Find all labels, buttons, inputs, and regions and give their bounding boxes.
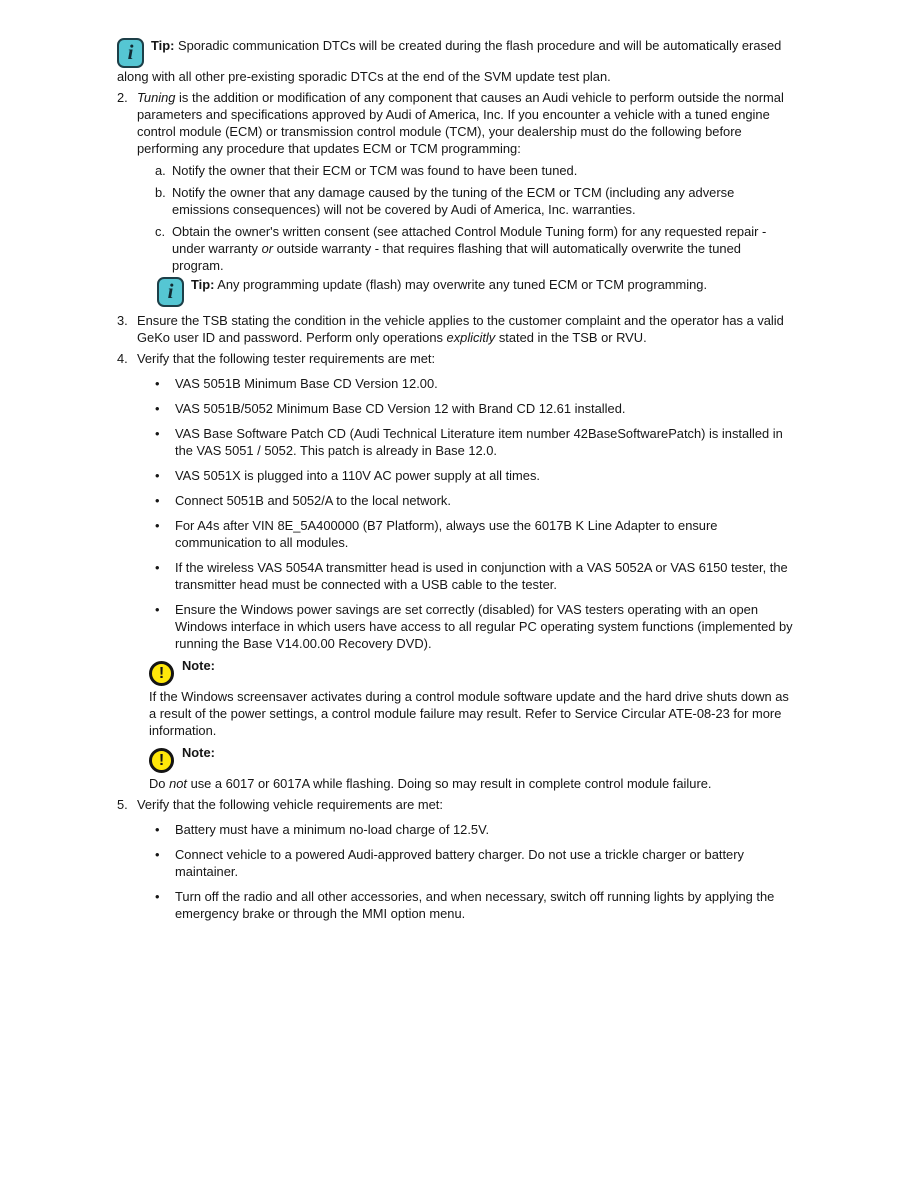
bullet-item	[155, 517, 793, 551]
sub-item-letter: b.	[155, 185, 166, 200]
note-label: Note:	[182, 745, 215, 760]
bullet-text: For A4s after VIN 8E_5A400000 (B7 Platform), always use the 6017B K Line Adapter to ensure communication to all modules.	[175, 518, 718, 550]
bullet-marker: •	[155, 518, 160, 533]
item-text	[137, 312, 793, 346]
note-heading	[149, 657, 793, 686]
bullet-marker: •	[155, 602, 160, 617]
sub-item-text-post: outside warranty - that requires flashing that will automatically overwrite the tuned program.	[172, 241, 741, 273]
bullet-marker: •	[155, 426, 160, 441]
list-item-3	[117, 312, 793, 346]
bullet-item	[155, 467, 793, 484]
warning-note-icon	[149, 661, 174, 686]
bullet-item	[155, 888, 793, 922]
warning-icon-glyph: !	[158, 665, 165, 682]
item-text	[137, 89, 793, 157]
note-text-pre: Do	[149, 776, 170, 791]
bullet-text: Ensure the Windows power savings are set correctly (disabled) for VAS testers operating with an open Windows interface in which users have access to all regular PC operating system functions (implemented by running the Base V14.00.00 Recovery DVD).	[175, 602, 793, 651]
tip-callout-inner	[157, 276, 793, 307]
sub-item-b	[155, 184, 793, 218]
warning-note-icon	[149, 748, 174, 773]
bullet-text: Connect vehicle to a powered Audi-approved battery charger. Do not use a trickle charger or battery maintainer.	[175, 847, 744, 879]
bullet-marker: •	[155, 468, 160, 483]
info-icon-glyph: i	[127, 40, 134, 64]
info-tip-icon	[157, 277, 184, 307]
bullet-text: VAS Base Software Patch CD (Audi Technical Literature item number 42BaseSoftwarePatch) is installed in the VAS 5051 / 5052. This patch is already in Base 12.0.	[175, 426, 783, 458]
bullet-item	[155, 400, 793, 417]
note-text: If the Windows screensaver activates during a control module software update and the hard drive shuts down as a result of the power settings, a control module failure may result. Refer to Service Circular ATE-08-23 for more information.	[149, 689, 789, 738]
sub-item-text: Notify the owner that their ECM or TCM was found to have been tuned.	[172, 163, 578, 178]
tip-text: Any programming update (flash) may overwrite any tuned ECM or TCM programming.	[217, 277, 708, 292]
bullet-marker: •	[155, 560, 160, 575]
item-text: Verify that the following vehicle requirements are met:	[137, 797, 443, 812]
info-icon-glyph: i	[167, 279, 174, 303]
bullet-marker: •	[155, 493, 160, 508]
sub-item-text: Notify the owner that any damage caused by the tuning of the ECM or TCM (including any adverse emissions consequences) will not be covered by Audi of America, Inc. warranties.	[172, 185, 735, 217]
note-callout-2	[149, 744, 793, 792]
note-text-post: use a 6017 or 6017A while flashing. Doing so may result in complete control module failure.	[186, 776, 712, 791]
item-number: 4.	[117, 351, 128, 366]
item-text-emphasis: explicitly	[446, 330, 496, 345]
bullet-marker: •	[155, 889, 160, 904]
sub-item-c	[155, 223, 793, 274]
bullet-text: Turn off the radio and all other accessories, and when necessary, switch off running lights by applying the emergency brake or through the MMI option menu.	[175, 889, 775, 921]
sub-item-letter: c.	[155, 224, 166, 239]
bullet-item	[155, 846, 793, 880]
item-text-pre: Ensure the TSB stating the condition in the vehicle applies to the customer complaint and the operator has a valid GeKo user ID and password. Perform only operations	[137, 313, 784, 345]
bullet-item	[155, 425, 793, 459]
note-heading	[149, 744, 793, 773]
list-item-5	[117, 796, 793, 922]
bullet-marker: •	[155, 847, 160, 862]
tip-label: Tip:	[191, 277, 215, 292]
sub-item-text-pre: Obtain the owner's written consent (see attached Control Module Tuning form) for any requested repair - under warranty	[172, 224, 767, 256]
bullet-text: If the wireless VAS 5054A transmitter head is used in conjunction with a VAS 5052A or VAS 6150 tester, the transmitter head must be connected with a USB cable to the tester.	[175, 560, 788, 592]
item-text-post: stated in the TSB or RVU.	[495, 330, 647, 345]
bullet-text: VAS 5051X is plugged into a 110V AC power supply at all times.	[175, 468, 540, 483]
bullet-item	[155, 375, 793, 392]
item-number: 3.	[117, 313, 128, 328]
bullet-text: VAS 5051B Minimum Base CD Version 12.00.	[175, 376, 438, 391]
item-text: Verify that the following tester requirements are met:	[137, 351, 436, 366]
bullet-text: VAS 5051B/5052 Minimum Base CD Version 12 with Brand CD 12.61 installed.	[175, 401, 626, 416]
list-item-4	[117, 350, 793, 792]
tip-text: Sporadic communication DTCs will be created during the flash procedure and will be automatically erased along with all other pre-existing sporadic DTCs at the end of the SVM update test plan.	[117, 38, 782, 84]
item-text-rest: is the addition or modification of any component that causes an Audi vehicle to perform outside the normal parameters and specifications approved by Audi of America, Inc. If you encounter a vehicle with a tuned engine control module (ECM) or transmission control module (TCM), your dealership must do the following before performing any procedure that updates ECM or TCM programming:	[137, 90, 784, 156]
note-text-emphasis: not	[169, 776, 187, 791]
bullet-item	[155, 559, 793, 593]
note-text	[149, 775, 793, 792]
bullet-item	[155, 492, 793, 509]
bullet-item	[155, 601, 793, 652]
bullet-marker: •	[155, 376, 160, 391]
warning-icon-glyph: !	[158, 752, 165, 769]
sub-item-text-emphasis: or	[261, 241, 274, 256]
document-page	[117, 37, 793, 922]
bullet-text: Battery must have a minimum no-load charge of 12.5V.	[175, 822, 490, 837]
sub-item-text	[172, 223, 793, 274]
tip-label: Tip:	[151, 38, 175, 53]
bullet-item	[155, 821, 793, 838]
list-item-2	[117, 89, 793, 307]
sub-item-letter: a.	[155, 163, 166, 178]
sub-item-a	[155, 162, 793, 179]
item-number: 2.	[117, 90, 128, 105]
info-tip-icon	[117, 38, 144, 68]
note-label: Note:	[182, 658, 215, 673]
note-callout-1	[149, 657, 793, 739]
bullet-text: Connect 5051B and 5052/A to the local network.	[175, 493, 451, 508]
item-number: 5.	[117, 797, 128, 812]
tip-callout-top	[117, 37, 793, 85]
bullet-marker: •	[155, 822, 160, 837]
item-text-emphasis: Tuning	[137, 90, 176, 105]
bullet-marker: •	[155, 401, 160, 416]
